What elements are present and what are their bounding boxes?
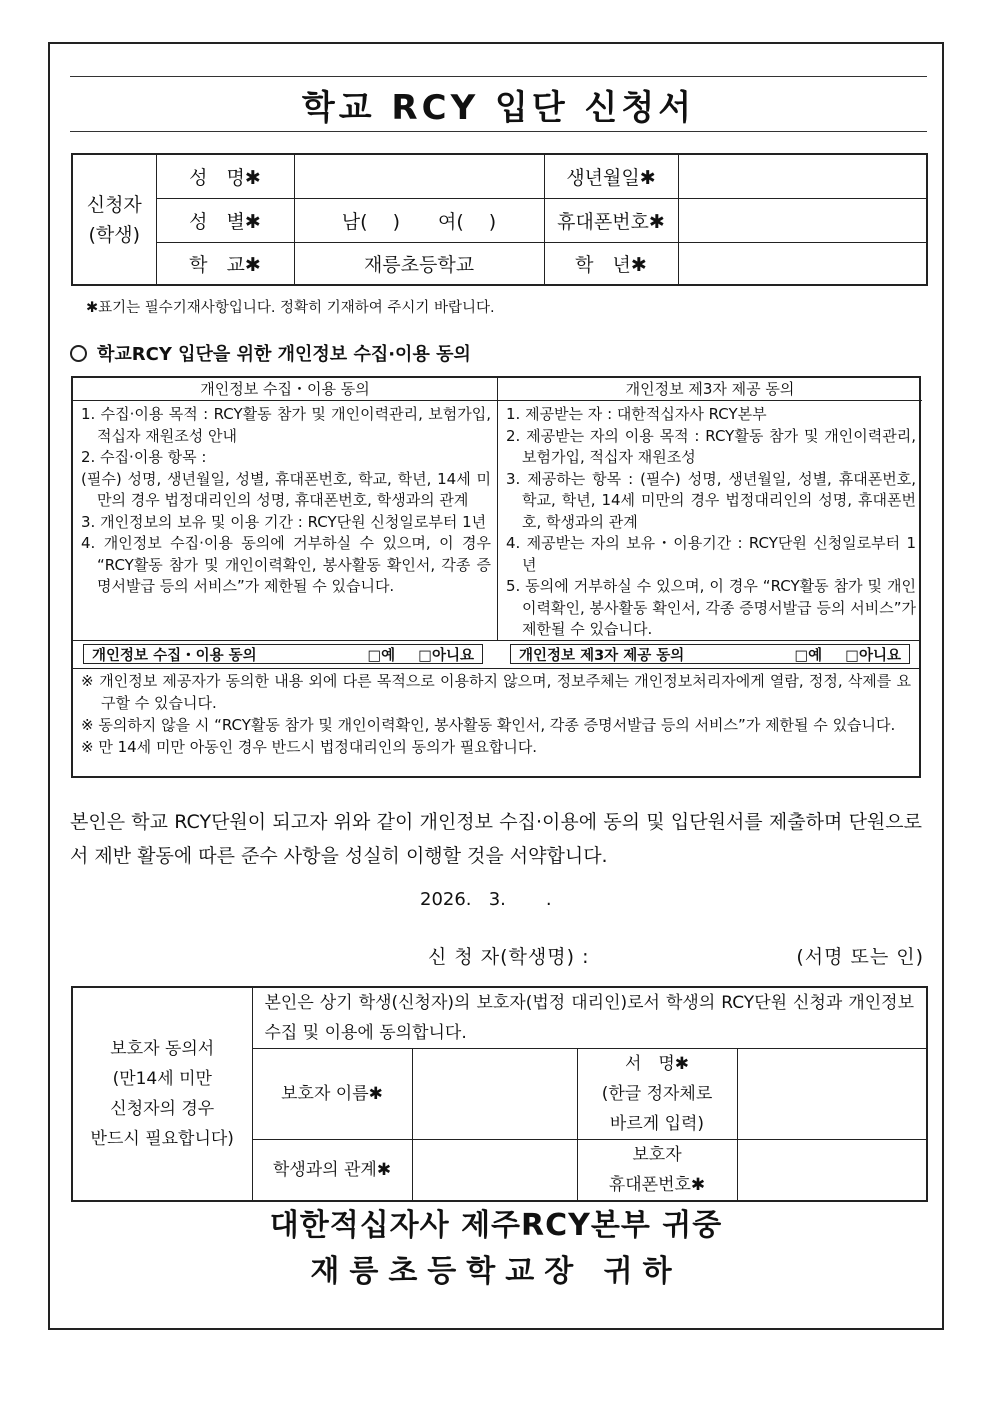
relation-field[interactable]: [412, 1140, 577, 1202]
collection-no-checkbox[interactable]: □아니요: [418, 647, 474, 664]
guardian-name-label: 보호자 이름✱: [252, 1049, 412, 1140]
notes-divider: [73, 668, 919, 669]
guardian-statement: 본인은 상기 학생(신청자)의 보호자(법정 대리인)로서 학생의 RCY단원 신청과 개인정보 수집 및 이용에 동의합니다.: [252, 987, 927, 1049]
name-field[interactable]: [294, 154, 544, 198]
list-item: 4. 제공받는 자의 보유・이용기간 : RCY단원 신청일로부터 1년: [506, 534, 916, 574]
list-item: 3. 개인정보의 보유 및 이용 기간 : RCY단원 신청일로부터 1년: [81, 512, 487, 531]
pledge-text: 본인은 학교 RCY단원이 되고자 위와 같이 개인정보 수집·이용에 동의 및 입단원서를 제출하며 단원으로서 제반 활동에 따른 준수 사항을 성실히 이행할 것을 서약합니다.: [70, 811, 922, 867]
phone-field[interactable]: [678, 198, 927, 242]
consent-divider: [73, 640, 919, 641]
gender-label: 성 별✱: [156, 198, 294, 242]
list-item: 4. 개인정보 수집·이용 동의에 거부하실 수 있으며, 이 경우 “RCY활동 참가 및 개인이력확인, 봉사활동 확인서, 각종 증명서발급 등의 서비스”가 제한될 수 있습니다.: [81, 534, 491, 595]
applicant-group-label: 신청자 (학생): [72, 154, 156, 285]
name-label: 성 명✱: [156, 154, 294, 198]
required-note: ✱표기는 필수기재사항입니다. 정확히 기재하여 주시기 바랍니다.: [86, 300, 495, 316]
title-top-rule: [70, 76, 927, 77]
signature-type: (서명 또는 인): [796, 946, 924, 968]
list-item: 3. 제공하는 항목 : (필수) 성명, 생년월일, 성별, 휴대폰번호, 학교, 학년, 14세 미만의 경우 법정대리인의 성명, 휴대폰번호, 학생과의 관계: [506, 469, 916, 531]
guardian-group-label: 보호자 동의서 (만14세 미만 신청자의 경우 반드시 필요합니다): [72, 987, 252, 1201]
guardian-phone-label: 보호자 휴대폰번호✱: [577, 1140, 737, 1202]
collection-consent-label: 개인정보 수집・이용 동의: [92, 647, 257, 664]
grade-field[interactable]: [678, 242, 927, 285]
guardian-name-field[interactable]: [412, 1049, 577, 1140]
list-item: 1. 제공받는 자 : 대한적십자사 RCY본부: [506, 405, 767, 423]
third-party-list: [498, 401, 922, 641]
third-party-consent-options: [776, 644, 901, 665]
collection-consent-row: [83, 644, 483, 664]
list-item: (필수) 성명, 생년월일, 성별, 휴대폰번호, 학교, 학년, 14세 미만의 경우 법정대리인의 성명, 휴대폰번호, 학생과의 관계: [81, 469, 491, 509]
guardian-phone-field[interactable]: [737, 1140, 927, 1202]
third-party-column: [498, 378, 922, 641]
section-title: [70, 340, 471, 366]
circle-bullet-icon: [70, 345, 87, 362]
gender-field[interactable]: 남( ) 여( ): [294, 198, 544, 242]
third-party-header: 개인정보 제3자 제공 동의: [498, 378, 922, 401]
school-field[interactable]: 재릉초등학교: [294, 242, 544, 285]
phone-label: 휴대폰번호✱: [544, 198, 678, 242]
addressee-line-2: 재릉초등학교장 귀하: [310, 1254, 682, 1289]
privacy-collection-header: 개인정보 수집・이용 동의: [73, 378, 497, 401]
third-party-yes-checkbox[interactable]: □예: [794, 647, 823, 664]
birth-label: 생년월일✱: [544, 154, 678, 198]
privacy-collection-column: [73, 378, 497, 598]
note-item: ※ 개인정보 제공자가 동의한 내용 외에 다른 목적으로 이용하지 않으며, 정보주체는 개인정보처리자에게 열람, 정정, 삭제를 요구할 수 있습니다.: [81, 672, 911, 712]
signer-label: 신 청 자(학생명) :: [428, 946, 590, 968]
list-item: 2. 제공받는 자의 이용 목적 : RCY활동 참가 및 개인이력관리, 보험가입, 적십자 재원조성: [506, 426, 916, 466]
title-bottom-rule: [70, 131, 927, 132]
collection-yes-checkbox[interactable]: □예: [367, 647, 396, 664]
birth-field[interactable]: [678, 154, 927, 198]
privacy-collection-list: [73, 401, 497, 598]
applicant-table: [71, 153, 928, 286]
school-label: 학 교✱: [156, 242, 294, 285]
guardian-table: [71, 986, 928, 1202]
section-title-text: 학교RCY 입단을 위한 개인정보 수집·이용 동의: [97, 344, 471, 365]
guardian-signature-field[interactable]: [737, 1049, 927, 1140]
note-item: ※ 동의하지 않을 시 “RCY활동 참가 및 개인이력확인, 봉사활동 확인서, 각종 증명서발급 등의 서비스”가 제한될 수 있습니다.: [81, 716, 896, 734]
note-item: ※ 만 14세 미만 아동인 경우 반드시 법정대리인의 동의가 필요합니다.: [81, 738, 538, 756]
application-date[interactable]: 2026. 3. .: [420, 889, 552, 910]
privacy-consent-box: [71, 376, 921, 778]
list-item: 1. 수집·이용 목적 : RCY활동 참가 및 개인이력관리, 보험가입, 적십자 재원조성 안내: [81, 405, 491, 445]
list-item: 2. 수집·이용 항목 :: [81, 448, 207, 466]
privacy-notes: [81, 670, 911, 758]
third-party-no-checkbox[interactable]: □아니요: [845, 647, 901, 664]
guardian-signature-label: 서 명✱ (한글 정자체로 바르게 입력): [577, 1049, 737, 1140]
page-title: 학교 RCY 입단 신청서: [301, 88, 696, 128]
third-party-consent-row: [510, 644, 910, 664]
third-party-consent-label: 개인정보 제3자 제공 동의: [519, 647, 685, 664]
list-item: 5. 동의에 거부하실 수 있으며, 이 경우 “RCY활동 참가 및 개인이력확인, 봉사활동 확인서, 각종 증명서발급 등의 서비스”가 제한될 수 있습니다.: [506, 577, 916, 638]
relation-label: 학생과의 관계✱: [252, 1140, 412, 1202]
grade-label: 학 년✱: [544, 242, 678, 285]
addressee-line-1: 대한적십자사 제주RCY본부 귀중: [269, 1208, 723, 1243]
collection-consent-options: [349, 644, 474, 665]
